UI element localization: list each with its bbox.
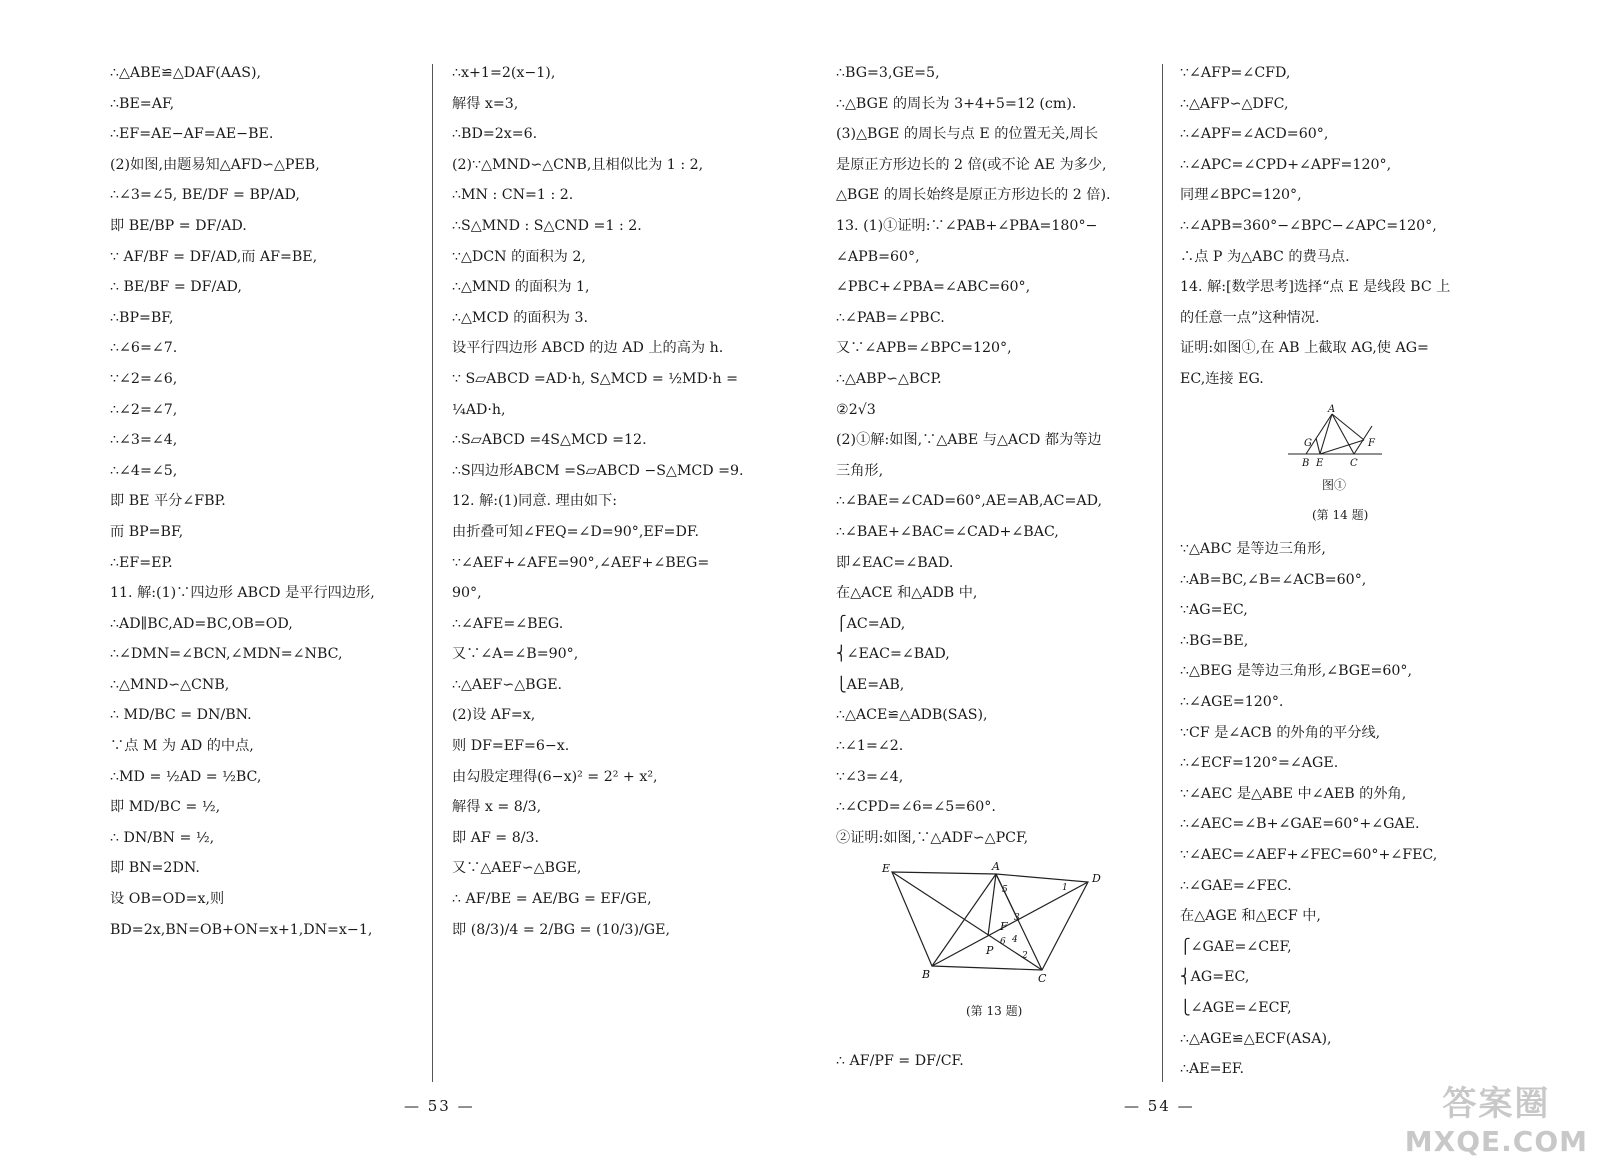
fig13-label: B <box>922 968 931 981</box>
column-3 <box>836 58 1154 853</box>
text-line: ∵△ABC 是等边三角形, <box>1180 541 1326 557</box>
text-line: ∴点 P 为△ABC 的费马点. <box>1180 248 1350 265</box>
text-line: ∴AE=EF. <box>1180 1061 1245 1078</box>
fig14-label: F <box>1368 438 1375 449</box>
text-line: ∴MD = ½AD = ½BC, <box>110 768 262 785</box>
fig13-label: 6 <box>1000 937 1006 947</box>
text-line: ∴∠PAB=∠PBC. <box>836 309 945 326</box>
text-line: ∴S四边形ABCM =S▱ABCD −S△MCD =9. <box>452 462 744 479</box>
text-line: ∴△AGE≌△ECF(ASA), <box>1180 1030 1332 1047</box>
text-line: ∠PBC+∠PBA=∠ABC=60°, <box>836 279 1031 296</box>
text-line: ⎧AC=AD, <box>836 615 906 632</box>
column-divider <box>432 64 433 1082</box>
text-line: 三角形, <box>836 462 884 479</box>
text-line: ∴ AF/BE = AE/BG = EF/GE, <box>452 891 652 908</box>
text-line: 13. (1)①证明:∵∠PAB+∠PBA=180°− <box>836 217 1098 234</box>
text-line: EC,连接 EG. <box>1180 370 1264 387</box>
text-line: ∴MN : CN=1 : 2. <box>452 187 574 204</box>
text-line: 则 DF=EF=6−x. <box>452 738 570 755</box>
fig13-label: 4 <box>1012 935 1018 945</box>
text-line: ∵∠3=∠4, <box>836 768 904 785</box>
text-line: ∴ MD/BC = DN/BN. <box>110 707 252 724</box>
fig13-label: D <box>1092 872 1101 885</box>
watermark <box>1405 1076 1588 1158</box>
text-line: ⎩AE=AB, <box>836 676 905 693</box>
text-line: ∵点 M 为 AD 的中点, <box>110 738 254 755</box>
fig13-label: 1 <box>1062 883 1068 893</box>
text-line: ∴EF=AE−AF=AE−BE. <box>110 126 274 143</box>
watermark-logo-text: 答案圈 <box>1442 1084 1551 1124</box>
text-line: ∴△MCD 的面积为 3. <box>452 309 589 326</box>
text-line: 又∵∠APB=∠BPC=120°, <box>836 340 1012 357</box>
text-line: 14. 解:[数学思考]选择“点 E 是线段 BC 上 <box>1180 279 1451 296</box>
figure-13 <box>876 862 1116 992</box>
text-line: 而 BP=BF, <box>110 523 184 540</box>
text-line: ∴∠APC=∠CPD+∠APF=120°, <box>1180 156 1392 173</box>
text-line: ⎨∠EAC=∠BAD, <box>836 646 950 663</box>
text-line: ∴∠APB=360°−∠BPC−∠APC=120°, <box>1180 217 1437 234</box>
text-line: ∴∠CPD=∠6=∠5=60°. <box>836 799 996 816</box>
figure-14 <box>1284 400 1394 472</box>
fig14-label: B <box>1302 458 1310 469</box>
text-line: 在△AGE 和△ECF 中, <box>1180 908 1321 925</box>
text-line: ∴∠AGE=120°. <box>1180 693 1284 710</box>
text-line: ⎩∠AGE=∠ECF, <box>1180 999 1292 1016</box>
text-line: ∵∠AEF+∠AFE=90°,∠AEF+∠BEG= <box>452 554 710 571</box>
text-line: ∴∠6=∠7. <box>110 340 178 357</box>
text-line: ∴∠APF=∠ACD=60°, <box>1180 126 1329 143</box>
text-line: 即 (8/3)/4 = 2/BG = (10/3)/GE, <box>452 921 670 938</box>
figure-14-caption: (第 14 题) <box>1312 508 1369 522</box>
page-number-left: — 53 — <box>404 1097 475 1115</box>
text-line: 由折叠可知∠FEQ=∠D=90°,EF=DF. <box>452 523 699 540</box>
text-line: ∴BD=2x=6. <box>452 126 538 143</box>
fig14-label: E <box>1316 458 1324 469</box>
text-line: ∴AD∥BC,AD=BC,OB=OD, <box>110 615 293 632</box>
text-line: 又∵∠A=∠B=90°, <box>452 646 579 663</box>
fig14-label: G <box>1304 438 1312 449</box>
text-line: 90°, <box>452 585 482 602</box>
fig13-label: C <box>1038 972 1047 985</box>
text-line: ∴BG=3,GE=5, <box>836 65 940 81</box>
text-line: ∴△BGE 的周长为 3+4+5=12 (cm). <box>836 95 1077 112</box>
fig13-label: A <box>992 862 1000 873</box>
text-line: ∴∠ECF=120°=∠AGE. <box>1180 755 1339 772</box>
text-line: 设平行四边形 ABCD 的边 AD 上的高为 h. <box>452 340 724 357</box>
text-line: ∴△ABE≌△DAF(AAS), <box>110 65 262 81</box>
text-line: ∴x+1=2(x−1), <box>452 65 556 81</box>
text-line: ⎨AG=EC, <box>1180 969 1250 986</box>
text-line: 设 OB=OD=x,则 <box>110 891 225 908</box>
text-line: ∴∠1=∠2. <box>836 738 904 755</box>
text-line: ∴∠DMN=∠BCN,∠MDN=∠NBC, <box>110 646 343 663</box>
fig14-label: C <box>1350 458 1358 469</box>
text-line: ∵∠AFP=∠CFD, <box>1180 65 1291 81</box>
text-line: ∴ AF/PF = DF/CF. <box>836 1053 964 1069</box>
figure-14-label: 图① <box>1322 478 1347 492</box>
fig13-label: F <box>1000 920 1008 933</box>
text-line: ∴ BE/BF = DF/AD, <box>110 279 242 296</box>
column-4-continued <box>1180 534 1498 1085</box>
column-1 <box>110 58 418 945</box>
text-line: ∴BP=BF, <box>110 309 174 326</box>
page-number-right: — 54 — <box>1124 1097 1195 1115</box>
column-3-tail <box>836 1046 1154 1077</box>
fig13-label: P <box>986 944 994 957</box>
text-line: 解得 x = 8/3, <box>452 799 542 816</box>
text-line: (2)∵△MND∽△CNB,且相似比为 1 : 2, <box>452 156 704 173</box>
text-line: ∴S▱ABCD =4S△MCD =12. <box>452 432 647 449</box>
text-line: ∵ AF/BF = DF/AD,而 AF=BE, <box>110 248 318 265</box>
text-line: ∴△ABP∽△BCP. <box>836 370 942 387</box>
text-line: 即 MD/BC = ½, <box>110 799 221 816</box>
text-line: 是原正方形边长的 2 倍(或不论 AE 为多少, <box>836 156 1107 173</box>
text-line: ∵AG=EC, <box>1180 602 1248 619</box>
text-line: 即 AF = 8/3. <box>452 829 540 846</box>
text-line: ∴BE=AF, <box>110 95 175 112</box>
fig14-label: A <box>1328 404 1336 415</box>
text-line: ∴△AFP∽△DFC, <box>1180 95 1289 112</box>
text-line: ∵∠2=∠6, <box>110 370 178 387</box>
figure-13-caption: (第 13 题) <box>966 1004 1023 1018</box>
column-divider <box>1162 64 1163 1082</box>
text-line: ∴△MND 的面积为 1, <box>452 279 590 296</box>
text-line: ∴AB=BC,∠B=∠ACB=60°, <box>1180 571 1367 588</box>
text-line: ∵CF 是∠ACB 的外角的平分线, <box>1180 724 1381 741</box>
column-2 <box>452 58 764 945</box>
text-line: ∴EF=EP. <box>110 554 173 571</box>
column-4 <box>1180 58 1498 395</box>
watermark-url: MXQE.COM <box>1404 1125 1588 1158</box>
text-line: ∴△ACE≌△ADB(SAS), <box>836 707 988 724</box>
text-line: ∴∠4=∠5, <box>110 462 178 479</box>
text-line: ∴△MND∽△CNB, <box>110 676 230 693</box>
text-line: 由勾股定理得(6−x)² = 2² + x², <box>452 768 658 785</box>
text-line: ∴△BEG 是等边三角形,∠BGE=60°, <box>1180 663 1413 680</box>
text-line: ∴BG=BE, <box>1180 632 1249 649</box>
text-line: 12. 解:(1)同意. 理由如下: <box>452 493 618 510</box>
text-line: ∴△AEF∽△BGE. <box>452 676 563 693</box>
text-line: ∴∠3=∠5, BE/DF = BP/AD, <box>110 187 300 204</box>
text-line: 解得 x=3, <box>452 95 519 112</box>
text-line: 即 BN=2DN. <box>110 860 200 877</box>
text-line: ∵△DCN 的面积为 2, <box>452 248 586 265</box>
fig13-label: E <box>882 862 891 875</box>
text-line: ②2√3 <box>836 401 876 418</box>
text-line: ∵ S▱ABCD =AD·h, S△MCD = ½MD·h = <box>452 370 739 387</box>
text-line: △BGE 的周长始终是原正方形边长的 2 倍). <box>836 187 1111 204</box>
text-line: ②证明:如图,∵△ADF∽△PCF, <box>836 829 1029 846</box>
text-line: 同理∠BPC=120°, <box>1180 187 1302 204</box>
text-line: 在△ACE 和△ADB 中, <box>836 585 978 602</box>
text-line: BD=2x,BN=OB+ON=x+1,DN=x−1, <box>110 921 373 938</box>
text-line: 即 BE/BP = DF/AD. <box>110 217 247 234</box>
text-line: (2)设 AF=x, <box>452 707 536 724</box>
text-line: ∴∠AEC=∠B+∠GAE=60°+∠GAE. <box>1180 816 1420 833</box>
text-line: (2)如图,由题易知△AFD∽△PEB, <box>110 156 320 173</box>
text-line: ∵∠AEC 是△ABE 中∠AEB 的外角, <box>1180 785 1407 802</box>
text-line: 即 BE 平分∠FBP. <box>110 493 226 510</box>
text-line: ∴∠GAE=∠FEC. <box>1180 877 1292 894</box>
text-line: 证明:如图①,在 AB 上截取 AG,使 AG= <box>1180 340 1429 357</box>
text-line: ∴∠BAE=∠CAD=60°,AE=AB,AC=AD, <box>836 493 1103 510</box>
fig13-label: 5 <box>1002 885 1008 895</box>
text-line: (3)△BGE 的周长与点 E 的位置无关,周长 <box>836 126 1099 143</box>
text-line: ∠APB=60°, <box>836 248 920 265</box>
text-line: ∴S△MND : S△CND =1 : 2. <box>452 217 642 234</box>
text-line: ∴ DN/BN = ½, <box>110 829 215 846</box>
fig13-label: 2 <box>1022 951 1028 961</box>
fig13-label: 3 <box>1014 913 1020 923</box>
text-line: ∵∠AEC=∠AEF+∠FEC=60°+∠FEC, <box>1180 846 1438 863</box>
text-line: ∴∠3=∠4, <box>110 432 178 449</box>
text-line: 即∠EAC=∠BAD. <box>836 554 954 571</box>
text-line: 又∵△AEF∽△BGE, <box>452 860 582 877</box>
text-line: ∴∠2=∠7, <box>110 401 178 418</box>
text-line: 的任意一点”这种情况. <box>1180 309 1320 326</box>
text-line: ∴∠BAE+∠BAC=∠CAD+∠BAC, <box>836 523 1059 540</box>
text-line: (2)①解:如图,∵△ABE 与△ACD 都为等边 <box>836 432 1102 449</box>
text-line: ¼AD·h, <box>452 401 506 418</box>
text-line: ∴∠AFE=∠BEG. <box>452 615 564 632</box>
text-line: 11. 解:(1)∵四边形 ABCD 是平行四边形, <box>110 585 375 602</box>
text-line: ⎧∠GAE=∠CEF, <box>1180 938 1292 955</box>
